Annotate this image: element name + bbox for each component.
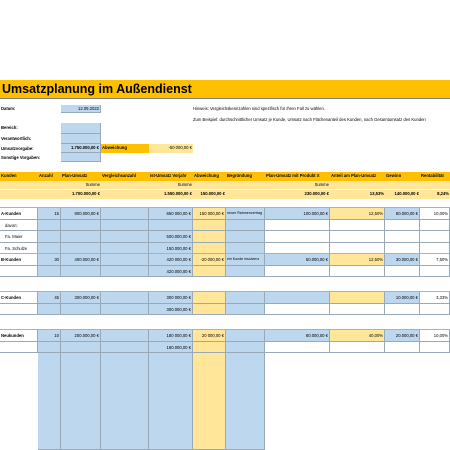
subrow-label xyxy=(0,342,38,354)
group-rentabilitaet-cell: 3,33% xyxy=(420,292,450,304)
subrow-cell[interactable] xyxy=(61,342,101,354)
col-header-begruendung: Begründung xyxy=(226,172,265,181)
subrow-label xyxy=(0,266,38,278)
total-plan-umsatz-produkt-x: 230.000,00 € xyxy=(304,191,329,196)
summe-row-cell xyxy=(0,181,38,189)
group-plan-umsatz-cell[interactable]: 400.000,00 € xyxy=(61,254,101,266)
col-header-plan-umsatz-produkt-x: Plan-Umsatz mit Produkt X xyxy=(265,172,330,181)
verantwortlich-input[interactable] xyxy=(61,134,101,144)
abweichung-value: -50 000,00 € xyxy=(149,144,193,153)
subrow-cell[interactable] xyxy=(38,342,61,354)
group-anteil-cell xyxy=(330,292,385,304)
umsatzvorgabe-value[interactable]: 1.750.000,00 € xyxy=(61,144,101,153)
group-abweichung-cell: 20 000,00 € xyxy=(193,330,226,342)
group-plan-umsatz-produkt-x-cell[interactable]: 80.000,00 € xyxy=(265,330,330,342)
subrow-cell[interactable] xyxy=(226,266,265,278)
column-fill xyxy=(193,353,226,450)
summe-row-cell xyxy=(420,181,450,189)
totals-row-cell xyxy=(0,190,38,199)
group-anzahl-cell[interactable]: 10 xyxy=(38,330,61,342)
group-rentabilitaet-cell: 10,00% xyxy=(420,330,450,342)
umsatzvorgabe-label: Umsatzvorgabe: xyxy=(1,146,34,151)
col-header-ist-umsatz-vorjahr: Ist-Umsatz Vorjahr xyxy=(149,172,193,181)
subrow-cell[interactable] xyxy=(101,231,149,243)
subrow-cell[interactable] xyxy=(38,266,61,278)
subrow-cell[interactable]: 300.000,00 € xyxy=(149,304,193,316)
group-divider xyxy=(0,291,450,292)
col-header-anzahl: Anzahl xyxy=(38,172,61,181)
subrow-cell xyxy=(420,304,450,316)
subrow-cell xyxy=(385,220,420,232)
group-abweichung-cell xyxy=(193,292,226,304)
title-underline xyxy=(0,98,450,99)
group-gewinn-cell: 20.000,00 € xyxy=(385,330,420,342)
subrow-cell xyxy=(265,266,330,278)
datum-label: Datum: xyxy=(1,106,16,111)
group-kunden-cell: Neukunden xyxy=(0,330,38,342)
group-ist-umsatz-vorjahr-cell[interactable]: 420 000,00 € xyxy=(149,254,193,266)
group-gewinn-cell: 30.000,00 € xyxy=(385,254,420,266)
group-anteil-cell: 12,50% xyxy=(330,208,385,220)
group-plan-umsatz-produkt-x-cell[interactable]: 50.000,00 € xyxy=(265,254,330,266)
datum-value[interactable]: 12.09.2022 xyxy=(61,105,101,113)
subrow-cell[interactable] xyxy=(193,220,226,232)
group-ist-umsatz-vorjahr-cell[interactable]: 300 000,00 € xyxy=(149,292,193,304)
subrow-cell xyxy=(330,342,385,354)
group-begruendung-cell[interactable] xyxy=(226,330,265,342)
col-header-anteil: Anteil am Plan-Umsatz xyxy=(330,172,385,181)
subrow-cell[interactable] xyxy=(193,304,226,316)
subrow-cell xyxy=(420,266,450,278)
group-begruendung-cell[interactable]: neuer Rahmenvertrag xyxy=(226,208,265,220)
sheet-title: Umsatzplanung im Außendienst xyxy=(0,80,450,98)
col-header-rentabilitaet: Rentabilität xyxy=(420,172,450,181)
subrow-cell[interactable] xyxy=(101,342,149,354)
subrow-cell xyxy=(330,304,385,316)
col-header-vergleichsanzahl: Vergleichsanzahl xyxy=(101,172,149,181)
subrow-cell[interactable] xyxy=(226,304,265,316)
summe-row-cell xyxy=(385,181,420,189)
sonstige-label: Sonstige Vorgaben: xyxy=(1,155,41,160)
subrow-cell xyxy=(265,231,330,243)
group-plan-umsatz-cell[interactable]: 200.000,00 € xyxy=(61,330,101,342)
total-plan-umsatz: 1.700.000,00 € xyxy=(72,191,100,196)
group-anzahl-cell[interactable]: 15 xyxy=(38,208,61,220)
subrow-label xyxy=(0,304,38,316)
total-anteil: 13,53% xyxy=(369,191,384,196)
group-divider xyxy=(0,253,450,254)
subrow-label: Fa. Schulze xyxy=(0,243,38,255)
subrow-cell xyxy=(420,220,450,232)
subrow-cell[interactable] xyxy=(149,220,193,232)
subrow-cell xyxy=(265,304,330,316)
subrow-cell[interactable] xyxy=(193,266,226,278)
group-abweichung-cell: 150 000,00 € xyxy=(193,208,226,220)
subrow-cell xyxy=(265,342,330,354)
hint-line-1: Hinweis: Vergleichskennzahlen sind spezifisch für Ihren Fall zu wählen. xyxy=(193,106,325,111)
summe-label: Summe xyxy=(177,182,192,187)
group-plan-umsatz-produkt-x-cell[interactable] xyxy=(265,292,330,304)
column-fill xyxy=(38,353,61,450)
subrow-cell[interactable] xyxy=(226,342,265,354)
subrow-cell xyxy=(385,304,420,316)
group-anteil-cell: 12,50% xyxy=(330,254,385,266)
subrow-cell[interactable]: 420.000,00 € xyxy=(149,266,193,278)
subrow-cell[interactable]: 150.000,00 € xyxy=(149,243,193,255)
summe-row-cell xyxy=(330,181,385,189)
summe-label: Summe xyxy=(314,182,329,187)
group-vergleichsanzahl-cell[interactable] xyxy=(101,292,149,304)
column-fill xyxy=(226,353,265,450)
subrow-cell xyxy=(385,266,420,278)
totals-row-cell xyxy=(38,190,61,199)
summe-row-cell xyxy=(38,181,61,189)
subrow-cell[interactable]: 500.000,00 € xyxy=(149,231,193,243)
subrow-cell[interactable] xyxy=(101,266,149,278)
group-ist-umsatz-vorjahr-cell[interactable]: 180 000,00 € xyxy=(149,330,193,342)
sonstige-input[interactable] xyxy=(61,153,101,162)
subrow-cell xyxy=(385,231,420,243)
col-header-gewinn: Gewinn xyxy=(385,172,420,181)
total-ist-umsatz-vorjahr: 1.550.000,00 € xyxy=(164,191,192,196)
group-anzahl-cell[interactable]: 45 xyxy=(38,292,61,304)
totals-row-cell xyxy=(226,190,265,199)
group-plan-umsatz-cell[interactable]: 300.000,00 € xyxy=(61,292,101,304)
group-plan-umsatz-cell[interactable]: 800.000,00 € xyxy=(61,208,101,220)
summe-row-cell xyxy=(193,181,226,189)
column-fill xyxy=(149,353,193,450)
subrow-cell[interactable] xyxy=(61,266,101,278)
group-vergleichsanzahl-cell[interactable] xyxy=(101,208,149,220)
col-header-abweichung: Abweichung xyxy=(193,172,226,181)
bereich-label: Bereich: xyxy=(1,125,18,130)
summe-row-cell xyxy=(101,181,149,189)
group-anteil-cell: 40,00% xyxy=(330,330,385,342)
subrow-cell xyxy=(420,342,450,354)
total-abweichung: 150.000,00 € xyxy=(200,191,225,196)
subrow-cell[interactable] xyxy=(193,342,226,354)
subrow-cell[interactable] xyxy=(226,220,265,232)
group-vergleichsanzahl-cell[interactable] xyxy=(101,330,149,342)
abweichung-label: Abweichung xyxy=(101,144,149,153)
group-plan-umsatz-produkt-x-cell[interactable]: 100.000,00 € xyxy=(265,208,330,220)
subrow-cell[interactable]: 180.000,00 € xyxy=(149,342,193,354)
col-header-kunden: Kunden xyxy=(0,172,38,181)
subrow-cell[interactable] xyxy=(193,231,226,243)
subrow-cell[interactable] xyxy=(38,220,61,232)
summe-label: Summe xyxy=(85,182,100,187)
column-fill xyxy=(61,353,101,450)
subrow-cell[interactable] xyxy=(61,231,101,243)
group-abweichung-cell: -20 000,00 € xyxy=(193,254,226,266)
subrow-cell[interactable] xyxy=(101,220,149,232)
subrow-cell xyxy=(265,220,330,232)
subrow-label: Fa. Maier xyxy=(0,231,38,243)
group-divider xyxy=(0,329,450,330)
group-ist-umsatz-vorjahr-cell[interactable]: 650 000,00 € xyxy=(149,208,193,220)
group-vergleichsanzahl-cell[interactable] xyxy=(101,254,149,266)
subrow-cell[interactable] xyxy=(226,231,265,243)
total-gewinn: 140.000,00 € xyxy=(394,191,419,196)
group-anzahl-cell[interactable]: 30 xyxy=(38,254,61,266)
verantwortlich-label: Verantwortlich: xyxy=(1,136,32,141)
total-rentabilitaet: 8,24% xyxy=(437,191,449,196)
group-begruendung-cell[interactable]: ein Kunde insolvenz xyxy=(226,254,265,266)
subrow-cell[interactable] xyxy=(61,304,101,316)
bereich-input[interactable] xyxy=(61,123,101,134)
group-gewinn-cell: 80.000,00 € xyxy=(385,208,420,220)
subrow-cell xyxy=(385,342,420,354)
col-header-plan-umsatz: Plan-Umsatz xyxy=(61,172,101,181)
group-gewinn-cell: 10.000,00 € xyxy=(385,292,420,304)
subrow-cell[interactable] xyxy=(61,220,101,232)
subrow-cell xyxy=(420,231,450,243)
group-divider xyxy=(0,207,450,208)
hint-line-2: Zum Beispiel: durchschnittlicher Umsatz je Kunde, Umsatz nach Flächenanteil des Kunden, nach Gesamtumsatz des Kunden xyxy=(193,117,426,122)
subrow-cell xyxy=(330,266,385,278)
subrow-label: davon: xyxy=(0,220,38,232)
group-rentabilitaet-cell: 7,50% xyxy=(420,254,450,266)
totals-row-cell xyxy=(101,190,149,199)
subrow-cell xyxy=(330,231,385,243)
group-kunden-cell: A-Kunden xyxy=(0,208,38,220)
group-kunden-cell: C-Kunden xyxy=(0,292,38,304)
group-kunden-cell: B-Kunden xyxy=(0,254,38,266)
subrow-cell[interactable] xyxy=(38,231,61,243)
column-fill xyxy=(101,353,149,450)
subrow-cell[interactable] xyxy=(101,304,149,316)
group-begruendung-cell[interactable] xyxy=(226,292,265,304)
subrow-cell xyxy=(330,220,385,232)
group-rentabilitaet-cell: 10,00% xyxy=(420,208,450,220)
subrow-cell[interactable] xyxy=(38,304,61,316)
summe-row-cell xyxy=(226,181,265,189)
